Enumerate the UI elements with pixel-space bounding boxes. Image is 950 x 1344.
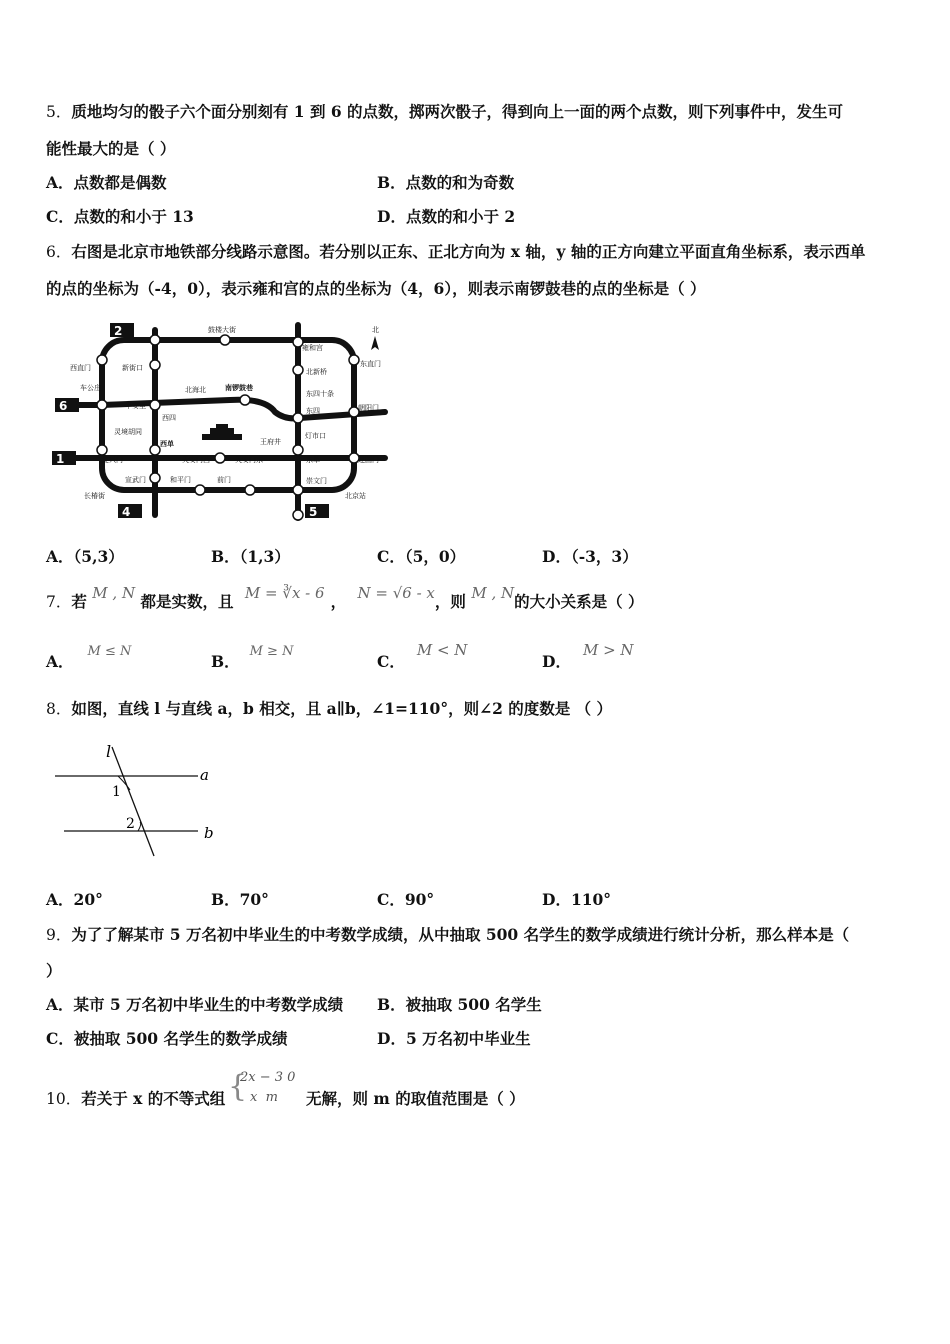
angle-2-label: 2 [126, 816, 135, 832]
q8-option-b[interactable]: B．70° [211, 890, 269, 909]
svg-text:王府井: 王府井 [260, 438, 281, 446]
line-1-badge: 1 [56, 452, 65, 466]
brace-icon: { [228, 1069, 248, 1104]
line-6-badge: 6 [59, 399, 68, 413]
q9-line2: ） [46, 961, 62, 980]
svg-text:长椿街: 长椿街 [84, 492, 105, 500]
q10-tail: 无解，则 m 的取值范围是（ ） [306, 1089, 525, 1108]
svg-text:灵境胡同: 灵境胡同 [114, 428, 142, 436]
line-5-badge: 5 [309, 505, 318, 519]
q7-option-d[interactable]: D．M > N [542, 641, 634, 671]
q9-option-b[interactable]: B．被抽取 500 名学生 [377, 995, 542, 1014]
tiananmen-icon [202, 424, 242, 440]
line-6-path [60, 400, 385, 419]
q10-line: 10．若关于 x 的不等式组 [46, 1089, 226, 1108]
q7-mn: M , N [92, 584, 136, 602]
q5-option-b[interactable]: B．点数的和为奇数 [377, 173, 515, 192]
svg-text:东四: 东四 [306, 407, 320, 415]
q7-m-expr: M = ∛x - 6 [244, 584, 325, 602]
q5-number: 5． [46, 103, 72, 121]
q10-system: { 2x − 3 0 x m [228, 1069, 296, 1105]
svg-text:北京站: 北京站 [345, 492, 366, 500]
q9-option-a[interactable]: A．某市 5 万名初中毕业生的中考数学成绩 [46, 995, 344, 1014]
svg-text:东四十条: 东四十条 [306, 390, 334, 398]
svg-text:雍和宫: 雍和宫 [302, 344, 323, 352]
q5-option-c[interactable]: C．点数的和小于 13 [46, 207, 194, 226]
svg-text:北: 北 [372, 326, 379, 334]
q7-option-c[interactable]: C．M < N [377, 641, 468, 671]
svg-text:鼓楼大街: 鼓楼大街 [208, 326, 236, 334]
q8-option-a[interactable]: A．20° [46, 890, 103, 909]
line-b-label: b [204, 824, 214, 842]
q9-option-d[interactable]: D．5 万名初中毕业生 [377, 1029, 531, 1048]
svg-text:天安门西: 天安门西 [182, 456, 210, 464]
line-4-badge: 4 [122, 505, 131, 519]
q8-line: 8．如图，直线 l 与直线 a，b 相交，且 a∥b，∠1=110°，则∠2 的度数是 （ ） [46, 699, 613, 718]
svg-text:西四: 西四 [162, 414, 176, 422]
q7-option-b[interactable]: B．$^{M \ge N}$ [211, 644, 294, 671]
svg-text:宣武门: 宣武门 [125, 476, 146, 484]
q6-option-a[interactable]: A．（5,3） [46, 547, 124, 566]
q6-option-d[interactable]: D．（-3，3） [542, 547, 638, 566]
angle-1-label: 1 [112, 784, 121, 800]
q6-option-c[interactable]: C．（5，0） [377, 547, 466, 566]
q9-option-c[interactable]: C．被抽取 500 名学生的数学成绩 [46, 1029, 288, 1048]
line-l-label: l [106, 742, 112, 761]
q7-line: 7．若 M , N 都是实数，且 M = ∛x - 6 ， N = √6 - x，则 M , N的大小关系是（ ） [46, 584, 644, 611]
svg-text:东单: 东单 [306, 456, 320, 464]
q6-line1: 6．右图是北京市地铁部分线路示意图。若分别以正东、正北方向为 x 轴，y 轴的正方向建立平面直角坐标系，表示西单 [46, 242, 866, 261]
svg-text:新街口: 新街口 [122, 364, 143, 372]
svg-text:灯市口: 灯市口 [305, 432, 326, 440]
svg-text:朝阳门: 朝阳门 [358, 404, 379, 412]
q8-figure [50, 742, 230, 862]
svg-text:北海北: 北海北 [185, 386, 206, 394]
svg-text:崇文门: 崇文门 [306, 477, 327, 485]
svg-text:北新桥: 北新桥 [306, 368, 327, 376]
svg-text:和平门: 和平门 [170, 476, 191, 484]
svg-text:建国门: 建国门 [358, 456, 379, 464]
svg-text:南锣鼓巷: 南锣鼓巷 [225, 384, 253, 392]
q6-option-b[interactable]: B．（1,3） [211, 547, 290, 566]
q8-option-c[interactable]: C．90° [377, 890, 435, 909]
svg-text:西直门: 西直门 [70, 364, 91, 372]
q5-line2: 能性最大的是（ ） [46, 139, 176, 158]
svg-text:前门: 前门 [217, 476, 231, 484]
subway-map [50, 320, 395, 530]
q5-option-d[interactable]: D．点数的和小于 2 [377, 207, 516, 226]
line-a-label: a [200, 766, 209, 784]
svg-text:西单: 西单 [160, 440, 174, 448]
q7-option-a[interactable]: A．$^{M \le N}$ [46, 644, 132, 671]
q7-n-expr: N = √6 - x [357, 584, 435, 602]
svg-text:平安里: 平安里 [125, 402, 146, 410]
line-2-badge: 2 [114, 324, 123, 338]
svg-text:天安门东: 天安门东 [235, 456, 263, 464]
svg-text:车公庄: 车公庄 [80, 384, 101, 392]
q5-option-a[interactable]: A．点数都是偶数 [46, 173, 167, 192]
q9-line1: 9．为了了解某市 5 万名初中毕业生的中考数学成绩，从中抽取 500 名学生的数学成绩进行统计分析，那么样本是（ [46, 925, 850, 944]
q7-mn2: M , N [471, 584, 515, 602]
q8-option-d[interactable]: D．110° [542, 890, 612, 909]
svg-text:复兴门: 复兴门 [102, 456, 123, 464]
north-arrow-icon [371, 325, 379, 350]
svg-text:东直门: 东直门 [360, 360, 381, 368]
q6-line2: 的点的坐标为（-4，0），表示雍和宫的点的坐标为（4，6），则表示南锣鼓巷的点的坐标是（ ） [46, 279, 706, 298]
q5-line1: 5．质地均匀的骰子六个面分别刻有 1 到 6 的点数，掷两次骰子，得到向上一面的两个点数，则下列事件中，发生可 [46, 102, 844, 121]
